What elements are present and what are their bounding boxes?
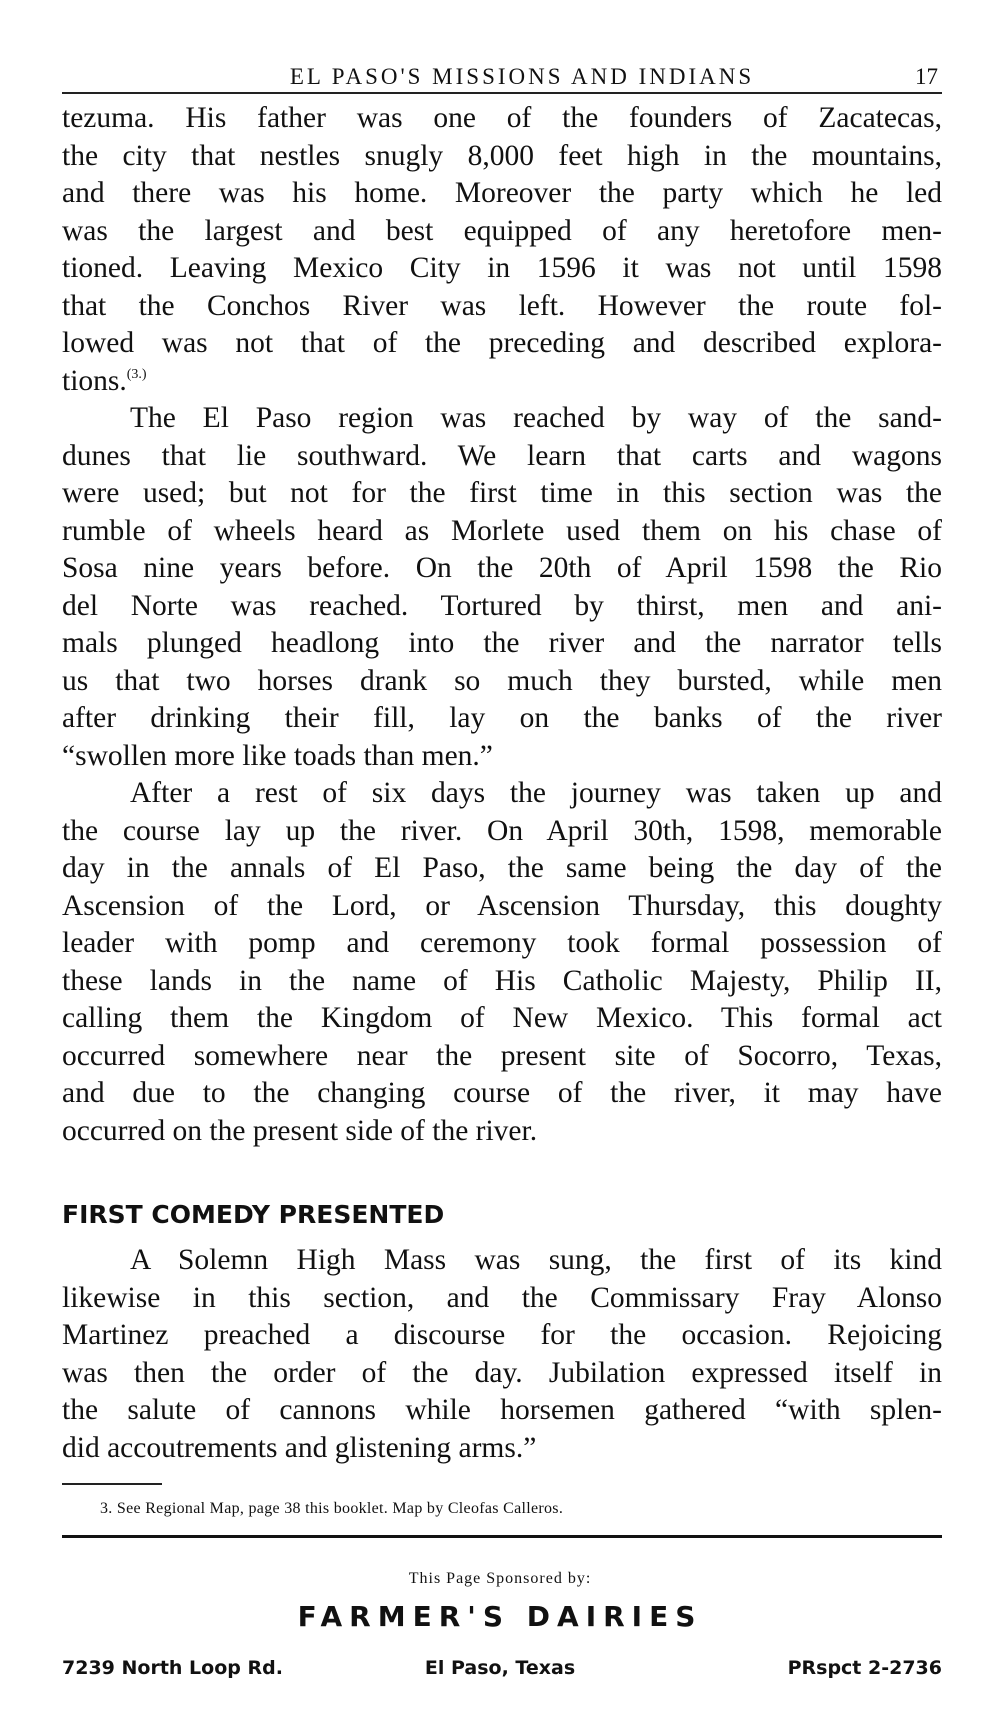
- text-line: leader with pomp and ceremony took formal possession of: [62, 927, 942, 959]
- paragraph: [62, 400, 942, 775]
- sponsor-divider: [62, 1535, 942, 1538]
- text-line: and there was his home. Moreover the party which he led: [62, 177, 942, 209]
- text-line: the salute of cannons while horsemen gathered “with splen-: [62, 1394, 942, 1426]
- footnote-reference: (3.): [126, 366, 147, 382]
- paragraph: [62, 100, 942, 400]
- text-line-content: tions.: [62, 364, 127, 397]
- text-line: “swollen more like toads than men.”: [62, 739, 493, 772]
- text-line: rumble of wheels heard as Morlete used them on his chase of: [62, 514, 942, 547]
- text-line: was the largest and best equipped of any heretofore men-: [62, 214, 942, 247]
- sponsor-address: 7239 North Loop Rd.: [62, 1657, 283, 1679]
- text-line: del Norte was reached. Tortured by thirst, men and ani-: [62, 589, 942, 622]
- sponsor-phone: PRspct 2-2736: [787, 1657, 942, 1679]
- text-line: [62, 363, 942, 401]
- text-line: Sosa nine years before. On the 20th of April 1598 the Rio: [62, 552, 942, 584]
- footnote-rule: [62, 1483, 162, 1485]
- text-line: was then the order of the day. Jubilation expressed itself in: [62, 1356, 942, 1389]
- text-line: calling them the Kingdom of New Mexico. This formal act: [62, 1002, 942, 1034]
- text-line: tezuma. His father was one of the founders of Zacatecas,: [62, 102, 942, 134]
- running-title: EL PASO'S MISSIONS AND INDIANS: [289, 64, 755, 89]
- text-line: these lands in the name of His Catholic Majesty, Philip II,: [62, 964, 942, 997]
- main-body: [62, 100, 942, 1150]
- sponsor-city: El Paso, Texas: [424, 1657, 576, 1679]
- text-line: day in the annals of El Paso, the same being the day of the: [62, 852, 942, 884]
- text-line: after drinking their fill, lay on the banks of the river: [62, 702, 942, 734]
- text-line: the course lay up the river. On April 30th, 1598, memorable: [62, 814, 942, 847]
- sponsor-name: FARMER'S DAIRIES: [297, 1600, 703, 1633]
- text-line: mals plunged headlong into the river and the narrator tells: [62, 627, 942, 659]
- text-line: occurred somewhere near the present site of Socorro, Texas,: [62, 1039, 942, 1072]
- text-line: and due to the changing course of the river, it may have: [62, 1077, 942, 1109]
- sponsor-label: This Page Sponsored by:: [408, 1570, 592, 1587]
- paragraph: [62, 775, 942, 1150]
- section-body: [62, 1242, 942, 1467]
- text-line: the city that nestles snugly 8,000 feet high in the mountains,: [62, 139, 942, 172]
- text-line: likewise in this section, and the Commissary Fray Alonso: [62, 1281, 942, 1314]
- header-rule: [62, 92, 942, 94]
- text-line: Martinez preached a discourse for the occasion. Rejoicing: [62, 1319, 942, 1351]
- text-line: us that two horses drank so much they bursted, while men: [62, 664, 942, 697]
- footnote: 3. See Regional Map, page 38 this booklet. Map by Cleofas Calleros.: [100, 1500, 564, 1517]
- running-header: [62, 58, 942, 94]
- text-line: The El Paso region was reached by way of the sand-: [130, 402, 942, 434]
- section-heading: FIRST COMEDY PRESENTED: [62, 1200, 445, 1229]
- text-line: did accoutrements and glistening arms.”: [62, 1431, 537, 1464]
- text-line: occurred on the present side of the river.: [62, 1114, 538, 1147]
- page-number: 17: [915, 64, 938, 89]
- text-line: After a rest of six days the journey was taken up and: [130, 777, 942, 809]
- text-line: tioned. Leaving Mexico City in 1596 it was not until 1598: [62, 252, 942, 284]
- text-line: dunes that lie southward. We learn that carts and wagons: [62, 439, 942, 472]
- text-line: Ascension of the Lord, or Ascension Thursday, this doughty: [62, 889, 942, 922]
- text-line: were used; but not for the first time in this section was the: [62, 477, 942, 509]
- text-line: A Solemn High Mass was sung, the first of its kind: [130, 1244, 942, 1276]
- text-line: lowed was not that of the preceding and described explora-: [62, 327, 942, 359]
- text-line: that the Conchos River was left. However the route fol-: [62, 289, 942, 322]
